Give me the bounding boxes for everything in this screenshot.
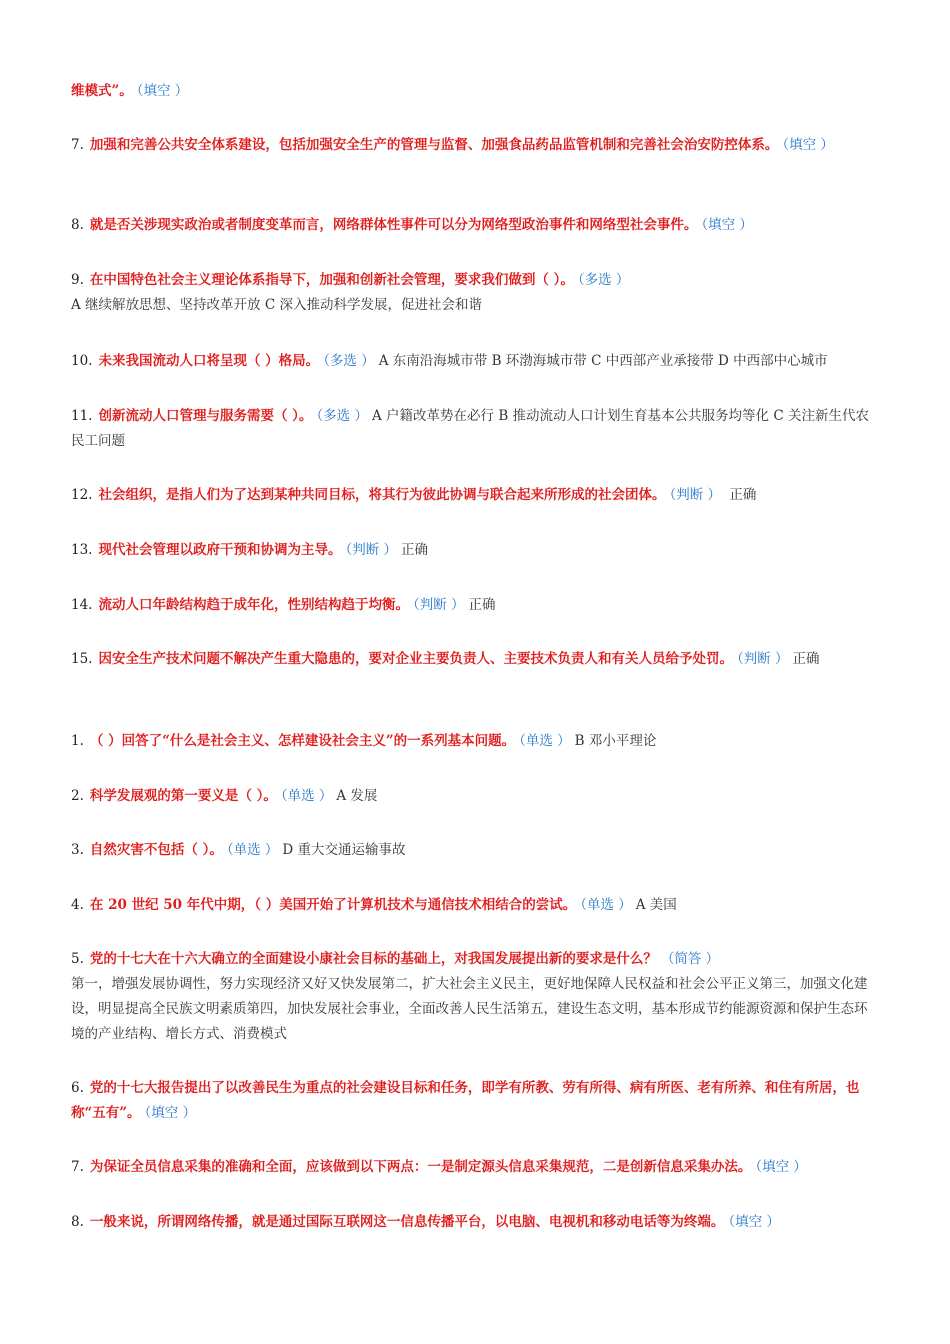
question-text: 加强和完善公共安全体系建设，包括加强安全生产的管理与监督、加强食品药品监管机制和完善社会治安防控体系。 (89, 137, 779, 153)
question-number: 8. (71, 1214, 84, 1230)
question-number: 15. (71, 651, 93, 667)
answer-text: 正确 (468, 597, 496, 613)
question-number: 12. (71, 487, 93, 503)
question-a8 (71, 593, 879, 618)
answer-text: 正确 (729, 487, 757, 503)
question-type-tag: （填空 ） (701, 217, 753, 233)
question-text: 为保证全员信息采集的准确和全面，应该做到以下两点：一是制定源头信息采集规范，二是创新信息采集办法。 (89, 1159, 752, 1175)
question-text: 社会组织，是指人们为了达到某种共同目标，将其行为彼此协调与联合起来所形成的社会团体。 (98, 487, 666, 503)
question-type-tag: （简答 ） (660, 951, 720, 967)
question-a6 (71, 483, 879, 508)
question-number: 6. (71, 1080, 84, 1096)
question-b1 (71, 784, 879, 809)
question-b7 (71, 1210, 879, 1235)
question-type-tag: （多选 ） (577, 272, 630, 288)
question-text: 在中国特色社会主义理论体系指导下，加强和创新社会管理，要求我们做到（ ）。 (89, 272, 574, 288)
question-text: 党的十七大报告提出了以改善民生为重点的社会建设目标和任务，即学有所教、劳有所得、病有所医、老有所养、和住有所居，也称“五有”。 (71, 1080, 860, 1121)
question-number: 1. (71, 733, 84, 749)
answer-text: A 发展 (336, 788, 378, 804)
question-number: 3. (71, 842, 84, 858)
question-a3 (71, 268, 879, 318)
question-number: 7. (71, 137, 84, 153)
question-text: 创新流动人口管理与服务需要（ ）。 (98, 408, 313, 424)
answer-text: A 继续解放思想、坚持改革开放 C 深入推动科学发展，促进社会和谐 (71, 297, 482, 313)
question-a7 (71, 538, 879, 563)
answer-text: 第一，增强发展协调性，努力实现经济又好又快发展第二，扩大社会主义民主，更好地保障人民权益和社会公平正义第三，加强文化建设，明显提高全民族文明素质第四，加快发展社会事业，全面改善人民生活第五，建设生态文明，基本形成节约能源资源和保护生态环境的产业结构、增长方式、消费模式 (71, 976, 868, 1042)
question-type-tag: （判断 ） (345, 542, 398, 558)
question-number: 5. (71, 951, 84, 967)
answer-text: 正确 (401, 542, 429, 558)
question-b3 (71, 893, 879, 918)
question-text: 维模式”。 (71, 83, 133, 99)
question-text: （ ）回答了“什么是社会主义、怎样建设社会主义”的一系列基本问题。 (89, 733, 516, 749)
question-type-tag: （判断 ） (736, 651, 789, 667)
question-number: 7. (71, 1159, 84, 1175)
question-type-tag: （填空 ） (136, 83, 189, 99)
question-text: 因安全生产技术问题不解决产生重大隐患的，要对企业主要负责人、主要技术负责人和有关人员给予处罚。 (98, 651, 733, 667)
question-type-tag: （单选 ） (280, 788, 333, 804)
question-text: 自然灾害不包括（ ）。 (89, 842, 223, 858)
answer-text: A 东南沿海城市带 B 环渤海城市带 C 中西部产业承接带 D 中西部中心城市 (378, 353, 828, 369)
question-b0 (71, 729, 879, 754)
question-type-tag: （单选 ） (519, 733, 571, 749)
question-b4 (71, 947, 879, 1047)
question-a4 (71, 349, 879, 374)
question-text: 党的十七大在十六大确立的全面建设小康社会目标的基础上，对我国发展提出新的要求是什么？ (89, 951, 657, 967)
question-number: 2. (71, 788, 84, 804)
question-number: 10. (71, 353, 93, 369)
question-number: 4. (71, 897, 84, 913)
question-type-tag: （单选 ） (226, 842, 279, 858)
answer-text: D 重大交通运输事故 (282, 842, 406, 858)
question-text: 科学发展观的第一要义是（ ）。 (89, 788, 277, 804)
question-text: 未来我国流动人口将呈现（ ）格局。 (98, 353, 320, 369)
question-text: 流动人口年龄结构趋于成年化，性别结构趋于均衡。 (98, 597, 409, 613)
question-type-tag: （判断 ） (669, 487, 722, 503)
question-a5 (71, 404, 879, 454)
question-number: 13. (71, 542, 93, 558)
question-type-tag: （多选 ） (323, 353, 375, 369)
question-number: 8. (71, 217, 84, 233)
question-number: 14. (71, 597, 93, 613)
question-type-tag: （填空 ） (755, 1159, 807, 1175)
answer-text: A 户籍改革势在必行 B 推动流动人口计划生育基本公共服务均等化 C 关注新生代农民工问题 (71, 408, 869, 449)
question-type-tag: （填空 ） (728, 1214, 780, 1230)
question-type-tag: （多选 ） (316, 408, 368, 424)
question-type-tag: （单选 ） (580, 897, 632, 913)
question-text: 在 20 世纪 50 年代中期，（ ）美国开始了计算机技术与通信技术相结合的尝试。 (89, 897, 577, 913)
question-a0 (71, 79, 879, 104)
question-text: 一般来说，所谓网络传播，就是通过国际互联网这一信息传播平台，以电脑、电视机和移动电话等为终端。 (89, 1214, 725, 1230)
question-text: 现代社会管理以政府干预和协调为主导。 (98, 542, 342, 558)
answer-text: A 美国 (635, 897, 677, 913)
question-b6 (71, 1155, 879, 1180)
question-b2 (71, 838, 879, 863)
answer-text: 正确 (792, 651, 820, 667)
question-type-tag: （填空 ） (144, 1105, 197, 1121)
question-text: 就是否关涉现实政治或者制度变革而言，网络群体性事件可以分为网络型政治事件和网络型社会事件。 (89, 217, 698, 233)
question-number: 9. (71, 272, 84, 288)
question-a2 (71, 213, 879, 238)
question-number: 11. (71, 408, 93, 424)
answer-text: B 邓小平理论 (574, 733, 657, 749)
question-a1 (71, 133, 879, 158)
question-a9 (71, 647, 879, 672)
question-type-tag: （判断 ） (412, 597, 465, 613)
question-b5 (71, 1076, 879, 1126)
question-type-tag: （填空 ） (782, 137, 834, 153)
